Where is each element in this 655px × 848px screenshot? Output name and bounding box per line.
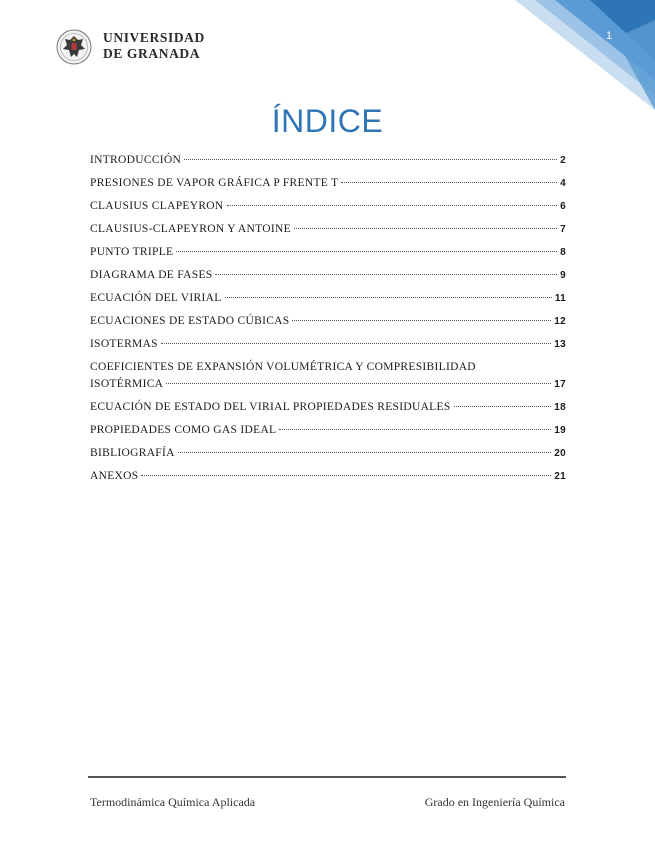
toc-entry[interactable]: [90, 290, 566, 313]
toc-line: [90, 468, 566, 491]
toc-entry-title: CLAUSIUS CLAPEYRON: [90, 200, 224, 212]
toc-entry[interactable]: [90, 445, 566, 468]
toc-entry[interactable]: [90, 175, 566, 198]
corner-decoration: [515, 0, 655, 110]
toc-entry[interactable]: [90, 267, 566, 290]
toc-leader-dots: [279, 429, 551, 430]
toc-line: [90, 313, 566, 336]
toc-page-number: 9: [560, 270, 566, 281]
toc-entry-title-continued: ISOTÉRMICA: [90, 378, 164, 390]
toc-line: [90, 445, 566, 468]
toc-entry-title: ECUACIÓN DEL VIRIAL: [90, 292, 222, 304]
toc-leader-dots: [454, 406, 552, 407]
toc-leader-dots: [161, 343, 551, 344]
toc-leader-dots: [294, 228, 557, 229]
toc-leader-dots: [141, 475, 551, 476]
toc-line: [90, 198, 566, 221]
toc-line: [90, 336, 566, 359]
toc-entry-title: ECUACIÓN DE ESTADO DEL VIRIAL PROPIEDADES RESIDUALES: [90, 401, 451, 413]
footer-degree-name: Grado en Ingeniería Química: [424, 795, 565, 809]
toc-page-number: 20: [554, 448, 566, 459]
toc-line: [90, 152, 566, 175]
toc-line: [90, 290, 566, 313]
toc-page-number: 12: [554, 316, 566, 327]
logo-line-1: UNIVERSIDAD: [103, 30, 205, 45]
toc-leader-dots: [184, 159, 557, 160]
toc-line: [90, 244, 566, 267]
footer-course-name: Termodinámica Química Aplicada: [90, 795, 256, 809]
toc-entry-title: ANEXOS: [90, 470, 139, 482]
footer-divider: [88, 776, 566, 778]
page-title: ÍNDICE: [271, 103, 384, 139]
toc-page-number: 19: [554, 425, 566, 436]
toc-leader-dots: [225, 297, 552, 298]
toc-entry-title: PUNTO TRIPLE: [90, 246, 174, 258]
toc-page-number: 21: [554, 471, 566, 482]
toc-line: [90, 221, 566, 244]
toc-entry-title: BIBLIOGRAFÍA: [90, 447, 175, 459]
toc-entry[interactable]: [90, 152, 566, 175]
toc-entry[interactable]: [90, 221, 566, 244]
toc-line: [90, 422, 566, 445]
toc-entry-title: COEFICIENTES DE EXPANSIÓN VOLUMÉTRICA Y COMPRESIBILIDAD: [90, 361, 476, 373]
toc-line: [90, 399, 566, 422]
table-of-contents: [90, 152, 566, 491]
toc-entry-title: PRESIONES DE VAPOR GRÁFICA P FRENTE T: [90, 177, 339, 189]
toc-page-number: 18: [554, 402, 566, 413]
toc-page-number: 7: [560, 224, 566, 235]
toc-leader-dots: [341, 182, 557, 183]
toc-page-number: 8: [560, 247, 566, 258]
toc-line: [90, 376, 566, 399]
toc-leader-dots: [178, 452, 552, 453]
toc-line: [90, 267, 566, 290]
toc-entry[interactable]: [90, 422, 566, 445]
toc-entry-title: ECUACIONES DE ESTADO CÚBICAS: [90, 315, 290, 327]
toc-page-number: 17: [554, 379, 566, 390]
toc-entry[interactable]: [90, 313, 566, 336]
toc-leader-dots: [166, 383, 551, 384]
toc-page-number: 13: [554, 339, 566, 350]
toc-leader-dots: [227, 205, 558, 206]
toc-page-number: 6: [560, 201, 566, 212]
toc-entry-title: PROPIEDADES COMO GAS IDEAL: [90, 424, 277, 436]
toc-entry-title: DIAGRAMA DE FASES: [90, 269, 213, 281]
toc-page-number: 2: [560, 155, 566, 166]
toc-entry-title: ISOTERMAS: [90, 338, 158, 350]
toc-entry[interactable]: [90, 244, 566, 267]
toc-entry[interactable]: [90, 198, 566, 221]
university-crest-icon: [56, 28, 92, 66]
toc-line: [90, 175, 566, 198]
toc-entry-title: INTRODUCCIÓN: [90, 154, 182, 166]
toc-entry[interactable]: [90, 359, 566, 399]
toc-page-number: 11: [554, 293, 566, 304]
toc-entry[interactable]: [90, 468, 566, 491]
toc-leader-dots: [176, 251, 557, 252]
toc-page-number: 4: [560, 178, 566, 189]
logo-line-2: DE GRANADA: [103, 46, 201, 61]
university-logo-text: [103, 30, 205, 62]
toc-entry[interactable]: [90, 399, 566, 422]
toc-entry[interactable]: [90, 336, 566, 359]
toc-leader-dots: [215, 274, 557, 275]
toc-entry-title: CLAUSIUS-CLAPEYRON Y ANTOINE: [90, 223, 291, 235]
toc-leader-dots: [292, 320, 551, 321]
page-number: 1: [605, 30, 613, 42]
